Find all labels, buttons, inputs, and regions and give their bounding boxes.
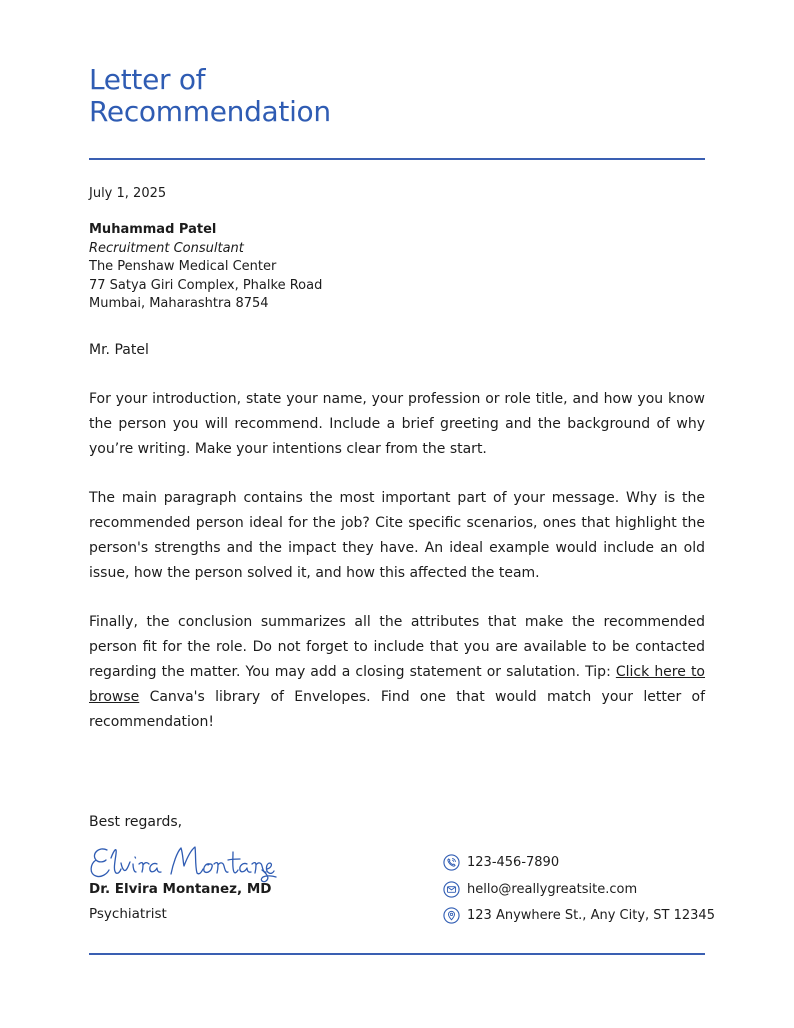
conclusion-text-before-link: Finally, the conclusion summarizes all the attributes that make the recommended person fit for the role. Do not forget to include that you are available to be contacted regarding the matter. You may add a closing statement or salutation. Tip:: [89, 614, 705, 680]
top-divider: [89, 158, 705, 160]
body-paragraph-conclusion: [89, 610, 705, 735]
title-line-2: Recommendation: [89, 95, 331, 128]
recipient-organization: The Penshaw Medical Center: [89, 259, 277, 274]
signer-title: Psychiatrist: [89, 906, 167, 922]
body-paragraph-main: The main paragraph contains the most important part of your message. Why is the recommended person ideal for the job? Cite specific scenarios, ones that highlight the person's strengths and the impact they have. An ideal example would include an old issue, how the person solved it, and how this affected the team.: [89, 490, 705, 581]
phone-number: 123-456-7890: [467, 854, 560, 870]
email-address: hello@reallygreatsite.com: [467, 881, 638, 897]
salutation: Mr. Patel: [89, 342, 149, 358]
letter-title: [89, 64, 331, 128]
recipient-address-line-1: 77 Satya Giri Complex, Phalke Road: [89, 277, 323, 293]
recipient-block: [89, 221, 322, 314]
recipient-name: Muhammad Patel: [89, 222, 217, 237]
contact-email: [443, 879, 705, 899]
signer-name: Dr. Elvira Montanez, MD: [89, 881, 272, 897]
contact-phone: [443, 852, 705, 872]
closing-phrase: Best regards,: [89, 814, 183, 830]
body-paragraph-introduction: For your introduction, state your name, your profession or role title, and how you know the person you will recommend. Include a brief greeting and the background of why you’re writing. Make your intentions clear from the start.: [89, 391, 705, 457]
contact-address: [443, 905, 715, 925]
location-pin-icon: [443, 907, 460, 924]
title-line-1: Letter of: [89, 63, 206, 96]
recipient-address-line-2: Mumbai, Maharashtra 8754: [89, 296, 269, 311]
phone-icon: [443, 854, 460, 871]
handwritten-signature: [87, 840, 277, 884]
bottom-divider: [89, 953, 705, 955]
browse-envelopes-link[interactable]: Click here to browse: [89, 664, 705, 705]
recipient-role: Recruitment Consultant: [89, 240, 244, 256]
street-address: 123 Anywhere St., Any City, ST 12345: [467, 907, 715, 923]
letter-date: July 1, 2025: [89, 186, 167, 201]
email-icon: [443, 881, 460, 898]
conclusion-text-after-link: Canva's library of Envelopes. Find one that would match your letter of recommendation!: [89, 689, 705, 730]
